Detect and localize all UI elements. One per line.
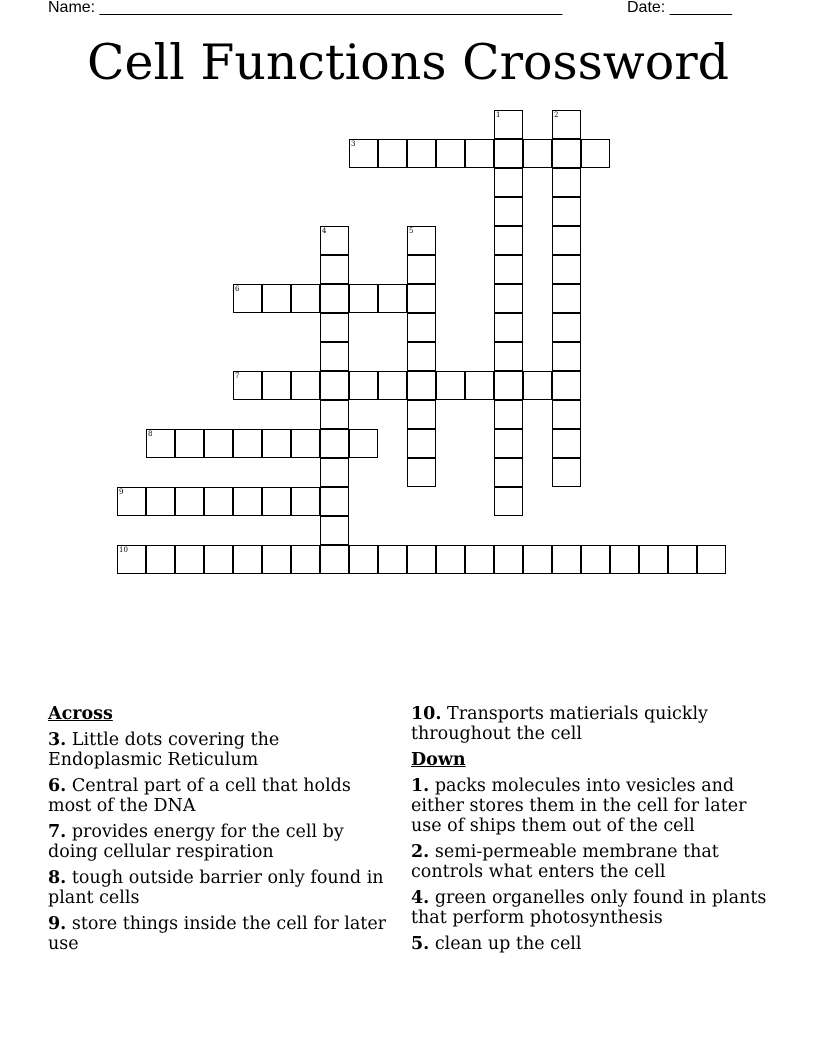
grid-cell[interactable] <box>320 371 349 400</box>
cell-number: 7 <box>235 372 240 380</box>
clue-text: provides energy for the cell by doing cellular respiration <box>48 822 344 862</box>
clue-number: 1. <box>411 776 430 796</box>
clue-text: store things inside the cell for later use <box>48 914 387 954</box>
clue-number: 3. <box>48 730 67 750</box>
grid-cell[interactable] <box>320 342 349 371</box>
grid-cell[interactable] <box>233 487 262 516</box>
clue-text: semi-permeable membrane that controls what enters the cell <box>411 842 719 882</box>
clue-across-6 <box>48 776 388 816</box>
grid-cell[interactable] <box>552 168 581 197</box>
clue-down-4 <box>411 888 771 928</box>
cell-number: 4 <box>322 227 327 235</box>
cell-number: 5 <box>409 227 414 235</box>
grid-cell[interactable] <box>262 429 291 458</box>
grid-cell[interactable] <box>320 516 349 545</box>
grid-cell[interactable] <box>320 487 349 516</box>
grid-cell[interactable] <box>407 313 436 342</box>
clue-number: 9. <box>48 914 67 934</box>
clue-number: 6. <box>48 776 67 796</box>
grid-cell[interactable] <box>320 429 349 458</box>
grid-cell[interactable] <box>146 487 175 516</box>
grid-cell[interactable] <box>494 197 523 226</box>
grid-cell[interactable] <box>175 429 204 458</box>
clue-text: green organelles only found in plants that perform photosynthesis <box>411 888 767 928</box>
clue-text: clean up the cell <box>434 934 582 954</box>
grid-cell[interactable] <box>320 284 349 313</box>
clue-text: Central part of a cell that holds most of the DNA <box>48 776 351 816</box>
grid-cell[interactable] <box>552 429 581 458</box>
grid-cell[interactable] <box>581 545 610 574</box>
grid-cell[interactable] <box>465 371 494 400</box>
grid-cell[interactable] <box>610 545 639 574</box>
grid-cell[interactable] <box>552 284 581 313</box>
grid-cell[interactable] <box>262 284 291 313</box>
grid-cell[interactable] <box>552 400 581 429</box>
clue-number: 2. <box>411 842 430 862</box>
grid-cell[interactable] <box>291 429 320 458</box>
grid-cell[interactable] <box>117 487 146 516</box>
grid-cell[interactable] <box>320 255 349 284</box>
grid-cell[interactable] <box>523 139 552 168</box>
grid-cell[interactable] <box>407 342 436 371</box>
grid-cell[interactable] <box>494 371 523 400</box>
grid-cell[interactable] <box>494 545 523 574</box>
grid-cell[interactable] <box>349 371 378 400</box>
grid-cell[interactable] <box>378 371 407 400</box>
grid-cell[interactable] <box>494 313 523 342</box>
grid-cell[interactable] <box>494 458 523 487</box>
grid-cell[interactable] <box>204 487 233 516</box>
name-field-label: Name: ____________________________________________________ <box>48 0 563 16</box>
grid-cell[interactable] <box>407 371 436 400</box>
grid-cell[interactable] <box>146 429 175 458</box>
grid-cell[interactable] <box>523 545 552 574</box>
clue-down-2 <box>411 842 771 882</box>
grid-cell[interactable] <box>407 400 436 429</box>
clues-column-right <box>411 704 771 960</box>
grid-cell[interactable] <box>494 284 523 313</box>
grid-cell[interactable] <box>552 197 581 226</box>
grid-cell[interactable] <box>262 545 291 574</box>
grid-cell[interactable] <box>436 371 465 400</box>
cell-number: 6 <box>235 285 240 293</box>
grid-cell[interactable] <box>552 458 581 487</box>
clue-number: 5. <box>411 934 430 954</box>
grid-cell[interactable] <box>378 139 407 168</box>
grid-cell[interactable] <box>175 545 204 574</box>
clue-text: tough outside barrier only found in plant cells <box>48 868 384 908</box>
cell-number: 8 <box>148 430 153 438</box>
grid-cell[interactable] <box>552 313 581 342</box>
grid-cell[interactable] <box>494 226 523 255</box>
cell-number: 3 <box>351 140 356 148</box>
clue-number: 8. <box>48 868 67 888</box>
grid-cell[interactable] <box>407 284 436 313</box>
clue-across-7 <box>48 822 388 862</box>
grid-cell[interactable] <box>407 139 436 168</box>
grid-cell[interactable] <box>291 371 320 400</box>
grid-cell[interactable] <box>262 371 291 400</box>
across-heading: Across <box>48 704 113 724</box>
grid-cell[interactable] <box>494 110 523 139</box>
grid-cell[interactable] <box>407 226 436 255</box>
grid-cell[interactable] <box>523 371 552 400</box>
grid-cell[interactable] <box>320 313 349 342</box>
grid-cell[interactable] <box>407 458 436 487</box>
down-heading: Down <box>411 750 466 770</box>
grid-cell[interactable] <box>494 400 523 429</box>
grid-cell[interactable] <box>494 168 523 197</box>
grid-cell[interactable] <box>697 545 726 574</box>
grid-cell[interactable] <box>552 371 581 400</box>
cell-number: 1 <box>496 111 501 119</box>
grid-cell[interactable] <box>436 139 465 168</box>
grid-cell[interactable] <box>552 255 581 284</box>
grid-cell[interactable] <box>552 342 581 371</box>
grid-cell[interactable] <box>204 545 233 574</box>
grid-cell[interactable] <box>291 284 320 313</box>
grid-cell[interactable] <box>233 371 262 400</box>
clue-across-9 <box>48 914 388 954</box>
grid-cell[interactable] <box>378 545 407 574</box>
grid-cell[interactable] <box>407 429 436 458</box>
grid-cell[interactable] <box>465 139 494 168</box>
grid-cell[interactable] <box>407 255 436 284</box>
grid-cell[interactable] <box>494 139 523 168</box>
grid-cell[interactable] <box>436 545 465 574</box>
clue-down-1 <box>411 776 771 836</box>
grid-cell[interactable] <box>233 429 262 458</box>
grid-cell[interactable] <box>494 342 523 371</box>
clue-across-8 <box>48 868 388 908</box>
grid-cell[interactable] <box>378 284 407 313</box>
grid-cell[interactable] <box>291 545 320 574</box>
grid-cell[interactable] <box>639 545 668 574</box>
grid-cell[interactable] <box>349 545 378 574</box>
grid-cell[interactable] <box>465 545 494 574</box>
clue-number: 4. <box>411 888 430 908</box>
clue-number: 10. <box>411 704 442 724</box>
grid-cell[interactable] <box>320 545 349 574</box>
grid-cell[interactable] <box>552 110 581 139</box>
grid-cell[interactable] <box>581 139 610 168</box>
grid-cell[interactable] <box>320 400 349 429</box>
grid-cell[interactable] <box>552 226 581 255</box>
grid-cell[interactable] <box>320 458 349 487</box>
clue-down-5 <box>411 934 771 954</box>
grid-cell[interactable] <box>146 545 175 574</box>
clue-across-3 <box>48 730 388 770</box>
grid-cell[interactable] <box>494 487 523 516</box>
grid-cell[interactable] <box>233 545 262 574</box>
grid-cell[interactable] <box>175 487 204 516</box>
grid-cell[interactable] <box>320 226 349 255</box>
clue-text: Little dots covering the Endoplasmic Reticulum <box>48 730 280 770</box>
page-title: Cell Functions Crossword <box>86 34 730 91</box>
grid-cell[interactable] <box>117 545 146 574</box>
clue-text: packs molecules into vesicles and either stores them in the cell for later use of ships them out of the cell <box>411 776 747 836</box>
grid-cell[interactable] <box>552 545 581 574</box>
clue-across-10 <box>411 704 771 744</box>
clue-number: 7. <box>48 822 67 842</box>
grid-cell[interactable] <box>262 487 291 516</box>
grid-cell[interactable] <box>349 139 378 168</box>
date-field-label: Date: _______ <box>627 0 732 16</box>
grid-cell[interactable] <box>291 487 320 516</box>
grid-cell[interactable] <box>349 284 378 313</box>
grid-cell[interactable] <box>233 284 262 313</box>
cell-number: 10 <box>119 546 128 554</box>
grid-cell[interactable] <box>494 429 523 458</box>
grid-cell[interactable] <box>668 545 697 574</box>
grid-cell[interactable] <box>552 139 581 168</box>
grid-cell[interactable] <box>407 545 436 574</box>
cell-number: 2 <box>554 111 559 119</box>
cell-number: 9 <box>119 488 124 496</box>
grid-cell[interactable] <box>494 255 523 284</box>
grid-cell[interactable] <box>349 429 378 458</box>
grid-cell[interactable] <box>204 429 233 458</box>
clue-text: Transports matierials quickly throughout the cell <box>411 704 708 744</box>
clues-column-left <box>48 704 388 960</box>
